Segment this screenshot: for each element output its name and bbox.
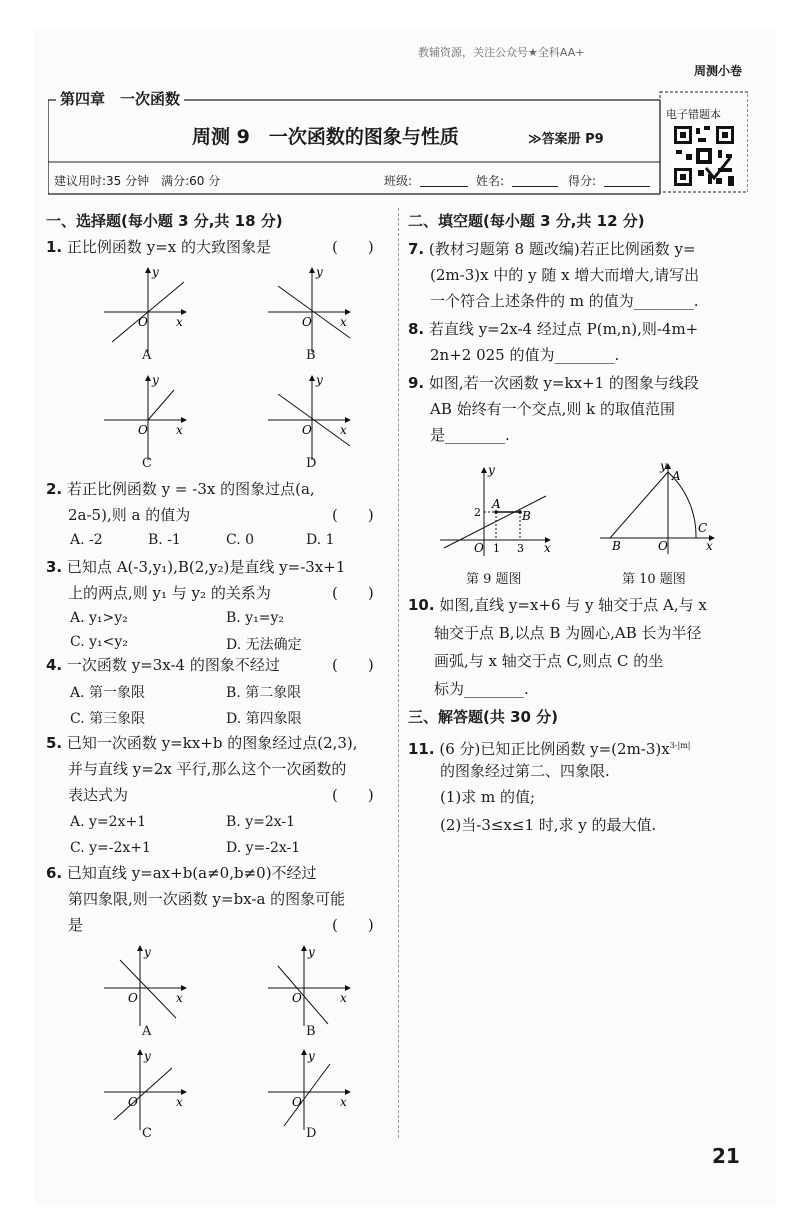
answer-paren-5[interactable]: ( ) — [332, 786, 374, 804]
header-box — [48, 82, 748, 198]
q5-option-b[interactable]: B. y=2x-1 — [226, 814, 296, 830]
fig9-tick-1: 1 — [493, 542, 500, 555]
q4-option-c[interactable]: C. 第三象限 — [70, 711, 146, 727]
svg-text:y: y — [308, 945, 315, 959]
fig9-a: A — [492, 497, 501, 511]
svg-text:O: O — [292, 991, 302, 1005]
question-7-line3[interactable]: 一个符合上述条件的 m 的值为________. — [430, 292, 699, 310]
q1-label-b: B — [306, 348, 316, 363]
qr-code[interactable] — [672, 124, 736, 188]
q1-graph-a — [104, 265, 186, 352]
class-field[interactable] — [420, 186, 468, 187]
name-label: 姓名: — [476, 174, 505, 188]
section-fill: 二、填空题(每小题 3 分,共 12 分) — [408, 212, 645, 230]
svg-text:x: x — [176, 1095, 183, 1109]
q1-graphs — [100, 262, 400, 472]
q2-option-b[interactable]: B. -1 — [148, 532, 181, 548]
svg-text:y: y — [152, 373, 159, 387]
question-8: 8. 若直线 y=2x-4 经过点 P(m,n),则-4m+ — [408, 320, 699, 338]
svg-text:O: O — [302, 423, 312, 437]
svg-text:y: y — [316, 265, 323, 279]
svg-text:O: O — [128, 991, 138, 1005]
q6-label-a: A — [142, 1024, 152, 1039]
q11-exponent: 3-|m| — [669, 741, 691, 750]
chapter-label: 第四章 一次函数 — [56, 88, 184, 109]
q5-option-c[interactable]: C. y=-2x+1 — [70, 840, 151, 856]
fig9-o: O — [474, 541, 484, 555]
q4-option-d[interactable]: D. 第四象限 — [226, 711, 302, 727]
question-8-line2[interactable]: 2n+2 025 的值为________. — [430, 346, 620, 364]
svg-text:x: x — [340, 991, 347, 1005]
q3-option-b[interactable]: B. y₁=y₂ — [226, 610, 284, 626]
q2-option-d[interactable]: D. 1 — [306, 532, 335, 548]
question-2-line2: 2a-5),则 a 的值为 — [68, 506, 191, 524]
fig10-a: A — [672, 469, 681, 483]
fig9-tick-3: 3 — [517, 542, 524, 555]
q4-option-b[interactable]: B. 第二象限 — [226, 685, 302, 701]
q6-label-d: D — [306, 1126, 317, 1141]
q3-option-c[interactable]: C. y₁<y₂ — [70, 634, 128, 650]
section-choice: 一、选择题(每小题 3 分,共 18 分) — [46, 212, 283, 230]
svg-text:O: O — [138, 315, 148, 329]
q4-option-a[interactable]: A. 第一象限 — [70, 685, 146, 701]
q1-graph-c — [104, 373, 186, 460]
series-label: 周测小卷 — [694, 64, 743, 78]
fig9-caption: 第 9 题图 — [466, 572, 522, 587]
question-6-line3: 是 — [68, 916, 84, 934]
question-11: 11. (6 分)已知正比例函数 $y=(2m-3)x^{3-|m|}$ — [408, 740, 691, 758]
svg-text:O: O — [138, 423, 148, 437]
fig9-tick-2: 2 — [474, 506, 481, 519]
fig9-x: x — [544, 541, 551, 555]
fig10-caption: 第 10 题图 — [622, 572, 686, 587]
name-field[interactable] — [512, 186, 558, 187]
question-5-line3: 表达式为 — [68, 786, 129, 804]
question-11-sub1: (1)求 m 的值; — [440, 788, 536, 806]
fig10-b: B — [612, 539, 621, 553]
q3-option-a[interactable]: A. y₁>y₂ — [70, 610, 128, 626]
q6-graph-c — [104, 1049, 186, 1130]
section-solve: 三、解答题(共 30 分) — [408, 708, 559, 726]
question-6-line2: 第四象限,则一次函数 y=bx-a 的图象可能 — [68, 890, 346, 908]
question-3: 3. 已知点 A(-3,y₁),B(2,y₂)是直线 y=-3x+1 — [46, 558, 346, 576]
svg-text:O: O — [128, 1095, 138, 1109]
question-7: 7. (教材习题第 8 题改编)若正比例函数 y= — [408, 240, 696, 258]
figure-9 — [440, 460, 570, 560]
question-11-sub2: (2)当-3≤x≤1 时,求 y 的最大值. — [440, 816, 657, 834]
q6-graphs — [100, 942, 400, 1142]
q2-option-c[interactable]: C. 0 — [226, 532, 255, 548]
question-3-line2: 上的两点,则 y₁ 与 y₂ 的关系为 — [68, 584, 271, 602]
q6-label-c: C — [142, 1126, 152, 1141]
question-7-line2: (2m-3)x 中的 y 随 x 增大而增大,请写出 — [430, 266, 700, 284]
fig10-o: O — [658, 539, 668, 553]
fig10-x: x — [706, 539, 713, 553]
q1-label-d: D — [306, 456, 317, 471]
svg-text:x: x — [176, 315, 183, 329]
question-5: 5. 已知一次函数 y=kx+b 的图象经过点(2,3), — [46, 734, 358, 752]
time-suggest: 建议用时:35 分钟 满分:60 分 — [54, 174, 221, 188]
promo-text: 教辅资源，关注公众号★全科AA+ — [418, 46, 585, 59]
fig10-c: C — [698, 521, 708, 535]
page-number: 21 — [712, 1144, 740, 1168]
q6-label-b: B — [306, 1024, 316, 1039]
svg-text:x: x — [176, 991, 183, 1005]
svg-text:y: y — [144, 1049, 151, 1063]
answer-ref: ≫答案册 P9 — [528, 132, 604, 147]
score-field[interactable] — [604, 186, 650, 187]
q6-graph-d — [268, 1049, 350, 1130]
question-1: 1. 正比例函数 y=x 的大致图象是 — [46, 238, 271, 256]
answer-paren-3[interactable]: ( ) — [332, 584, 374, 602]
question-4: 4. 一次函数 y=3x-4 的图象不经过 — [46, 656, 280, 674]
q2-option-a[interactable]: A. -2 — [70, 532, 103, 548]
q1-graph-b — [268, 265, 350, 352]
q1-graph-d — [268, 373, 350, 460]
answer-paren-4[interactable]: ( ) — [332, 656, 374, 674]
fig9-b: B — [522, 509, 531, 523]
svg-text:x: x — [176, 423, 183, 437]
class-label: 班级: — [384, 174, 413, 188]
svg-text:y: y — [152, 265, 159, 279]
q5-option-a[interactable]: A. y=2x+1 — [70, 814, 147, 830]
question-5-line2: 并与直线 y=2x 平行,那么这个一次函数的 — [68, 760, 347, 778]
question-2: 2. 若正比例函数 y = -3x 的图象过点(a, — [46, 480, 315, 498]
q5-option-d[interactable]: D. y=-2x-1 — [226, 840, 301, 856]
error-book-label: 电子错题本 — [666, 108, 721, 121]
test-title: 周测 9 一次函数的图象与性质 — [192, 126, 459, 148]
score-label: 得分: — [568, 174, 597, 188]
svg-text:O: O — [302, 315, 312, 329]
question-9-line3[interactable]: 是________. — [430, 426, 510, 444]
q6-graph-a — [104, 945, 186, 1026]
question-9-line2: AB 始终有一个交点,则 k 的取值范围 — [430, 400, 676, 418]
q1-label-a: A — [142, 348, 152, 363]
question-10-line2: 轴交于点 B,以点 B 为圆心,AB 长为半径 — [434, 624, 702, 642]
q1-label-c: C — [142, 456, 152, 471]
question-10: 10. 如图,直线 y=x+6 与 y 轴交于点 A,与 x — [408, 596, 707, 614]
fig9-y: y — [488, 463, 495, 477]
svg-text:y: y — [308, 1049, 315, 1063]
answer-paren-6[interactable]: ( ) — [332, 916, 374, 934]
figure-10 — [600, 458, 724, 560]
q6-graph-b — [268, 945, 350, 1026]
question-11-line2: 的图象经过第二、四象限. — [440, 762, 610, 780]
question-6: 6. 已知直线 y=ax+b(a≠0,b≠0)不经过 — [46, 864, 317, 882]
answer-paren-1[interactable]: ( ) — [332, 238, 374, 256]
question-10-line4[interactable]: 标为________. — [434, 680, 529, 698]
svg-text:O: O — [292, 1095, 302, 1109]
svg-text:x: x — [340, 1095, 347, 1109]
fig10-y: y — [660, 459, 667, 473]
question-9: 9. 如图,若一次函数 y=kx+1 的图象与线段 — [408, 374, 699, 392]
svg-text:x: x — [340, 315, 347, 329]
q3-option-d[interactable]: D. 无法确定 — [226, 637, 302, 653]
answer-paren-2[interactable]: ( ) — [332, 506, 374, 524]
svg-text:y: y — [144, 945, 151, 959]
svg-text:y: y — [316, 373, 323, 387]
svg-text:x: x — [340, 423, 347, 437]
question-10-line3: 画弧,与 x 轴交于点 C,则点 C 的坐 — [434, 652, 664, 670]
